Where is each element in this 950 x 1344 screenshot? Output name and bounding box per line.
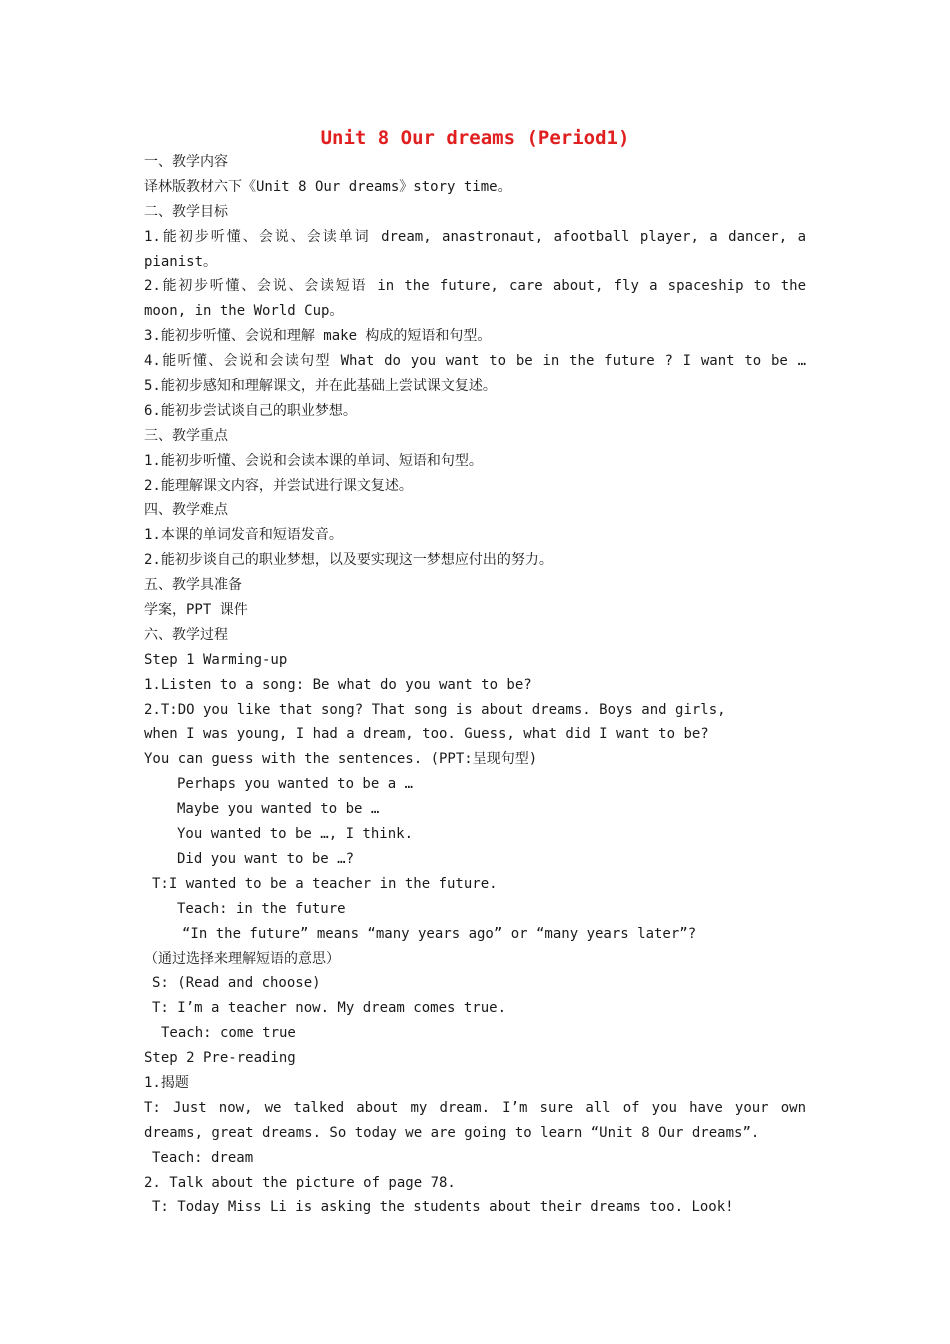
text-line: 三、教学重点 bbox=[144, 427, 228, 444]
page-title: Unit 8 Our dreams (Period1) bbox=[320, 127, 630, 149]
text-line: 5.能初步感知和理解课文，并在此基础上尝试课文复述。 bbox=[144, 378, 497, 395]
text-line: T: Just now, we talked about my dream. I’m sure all of you have your own bbox=[144, 1099, 806, 1116]
text-line: T: I’m a teacher now. My dream comes true. bbox=[152, 1000, 507, 1017]
text-line: S: (Read and choose) bbox=[152, 975, 321, 992]
text-line: Step 1 Warming-up bbox=[144, 651, 288, 668]
text-line: Teach: come true bbox=[161, 1025, 296, 1042]
text-line: pianist。 bbox=[144, 253, 218, 270]
text-line: 1.揭题 bbox=[144, 1074, 189, 1091]
text-line: Step 2 Pre-reading bbox=[144, 1050, 296, 1067]
text-line: 1.Listen to a song: Be what do you want to be? bbox=[144, 676, 532, 693]
text-line: （通过选择来理解短语的意思） bbox=[144, 950, 340, 967]
text-line: 2. Talk about the picture of page 78. bbox=[144, 1174, 456, 1191]
text-line: You wanted to be …, I think. bbox=[177, 826, 414, 843]
text-line: Perhaps you wanted to be a … bbox=[177, 776, 414, 793]
text-line: Teach: dream bbox=[152, 1149, 254, 1166]
text-line: You can guess with the sentences. (PPT:呈现句型) bbox=[144, 751, 538, 768]
text-line: T: Today Miss Li is asking the students about their dreams too. Look! bbox=[152, 1199, 734, 1216]
text-line: 五、教学具准备 bbox=[144, 577, 242, 594]
text-line: 六、教学过程 bbox=[144, 626, 228, 643]
text-line: 2.T:DO you like that song? That song is about dreams. Boys and girls, bbox=[144, 701, 726, 718]
text-line: 1.本课的单词发音和短语发音。 bbox=[144, 527, 343, 544]
text-line: moon, in the World Cup。 bbox=[144, 303, 344, 320]
text-line: 2.能初步听懂、会说、会读短语 in the future, care about, fly a spaceship to the bbox=[144, 278, 806, 295]
text-line: 二、教学目标 bbox=[144, 203, 228, 220]
text-line: Teach: in the future bbox=[177, 900, 346, 917]
text-line: 6.能初步尝试谈自己的职业梦想。 bbox=[144, 402, 357, 419]
text-line: when I was young, I had a dream, too. Guess, what did I want to be? bbox=[144, 726, 709, 743]
text-line: 2.能初步谈自己的职业梦想，以及要实现这一梦想应付出的努力。 bbox=[144, 552, 553, 569]
text-line: 1.能初步听懂、会说和会读本课的单词、短语和句型。 bbox=[144, 452, 483, 469]
text-line: 一、教学内容 bbox=[144, 154, 228, 170]
text-line: 四、教学难点 bbox=[144, 502, 228, 519]
document-body bbox=[144, 150, 806, 1220]
text-line: 4.能听懂、会说和会读句型 What do you want to be in the future ? I want to be … bbox=[144, 353, 806, 370]
text-line: “In the future” means “many years ago” or “many years later”? bbox=[182, 925, 697, 942]
text-line: 3.能初步听懂、会说和理解 make 构成的短语和句型。 bbox=[144, 328, 492, 345]
text-line: 译林版教材六下《Unit 8 Our dreams》story time。 bbox=[144, 178, 512, 195]
text-line: Did you want to be …? bbox=[177, 850, 355, 867]
text-line: 1.能初步听懂、会说、会读单词 dream, anastronaut, afootball player, a dancer, a bbox=[144, 228, 806, 245]
text-line: 学案，PPT 课件 bbox=[144, 602, 248, 619]
text-line: dreams, great dreams. So today we are going to learn “Unit 8 Our dreams”. bbox=[144, 1124, 760, 1141]
text-line: Maybe you wanted to be … bbox=[177, 801, 380, 818]
text-line: T:I wanted to be a teacher in the future. bbox=[152, 875, 498, 892]
text-line: 2.能理解课文内容，并尝试进行课文复述。 bbox=[144, 477, 413, 494]
